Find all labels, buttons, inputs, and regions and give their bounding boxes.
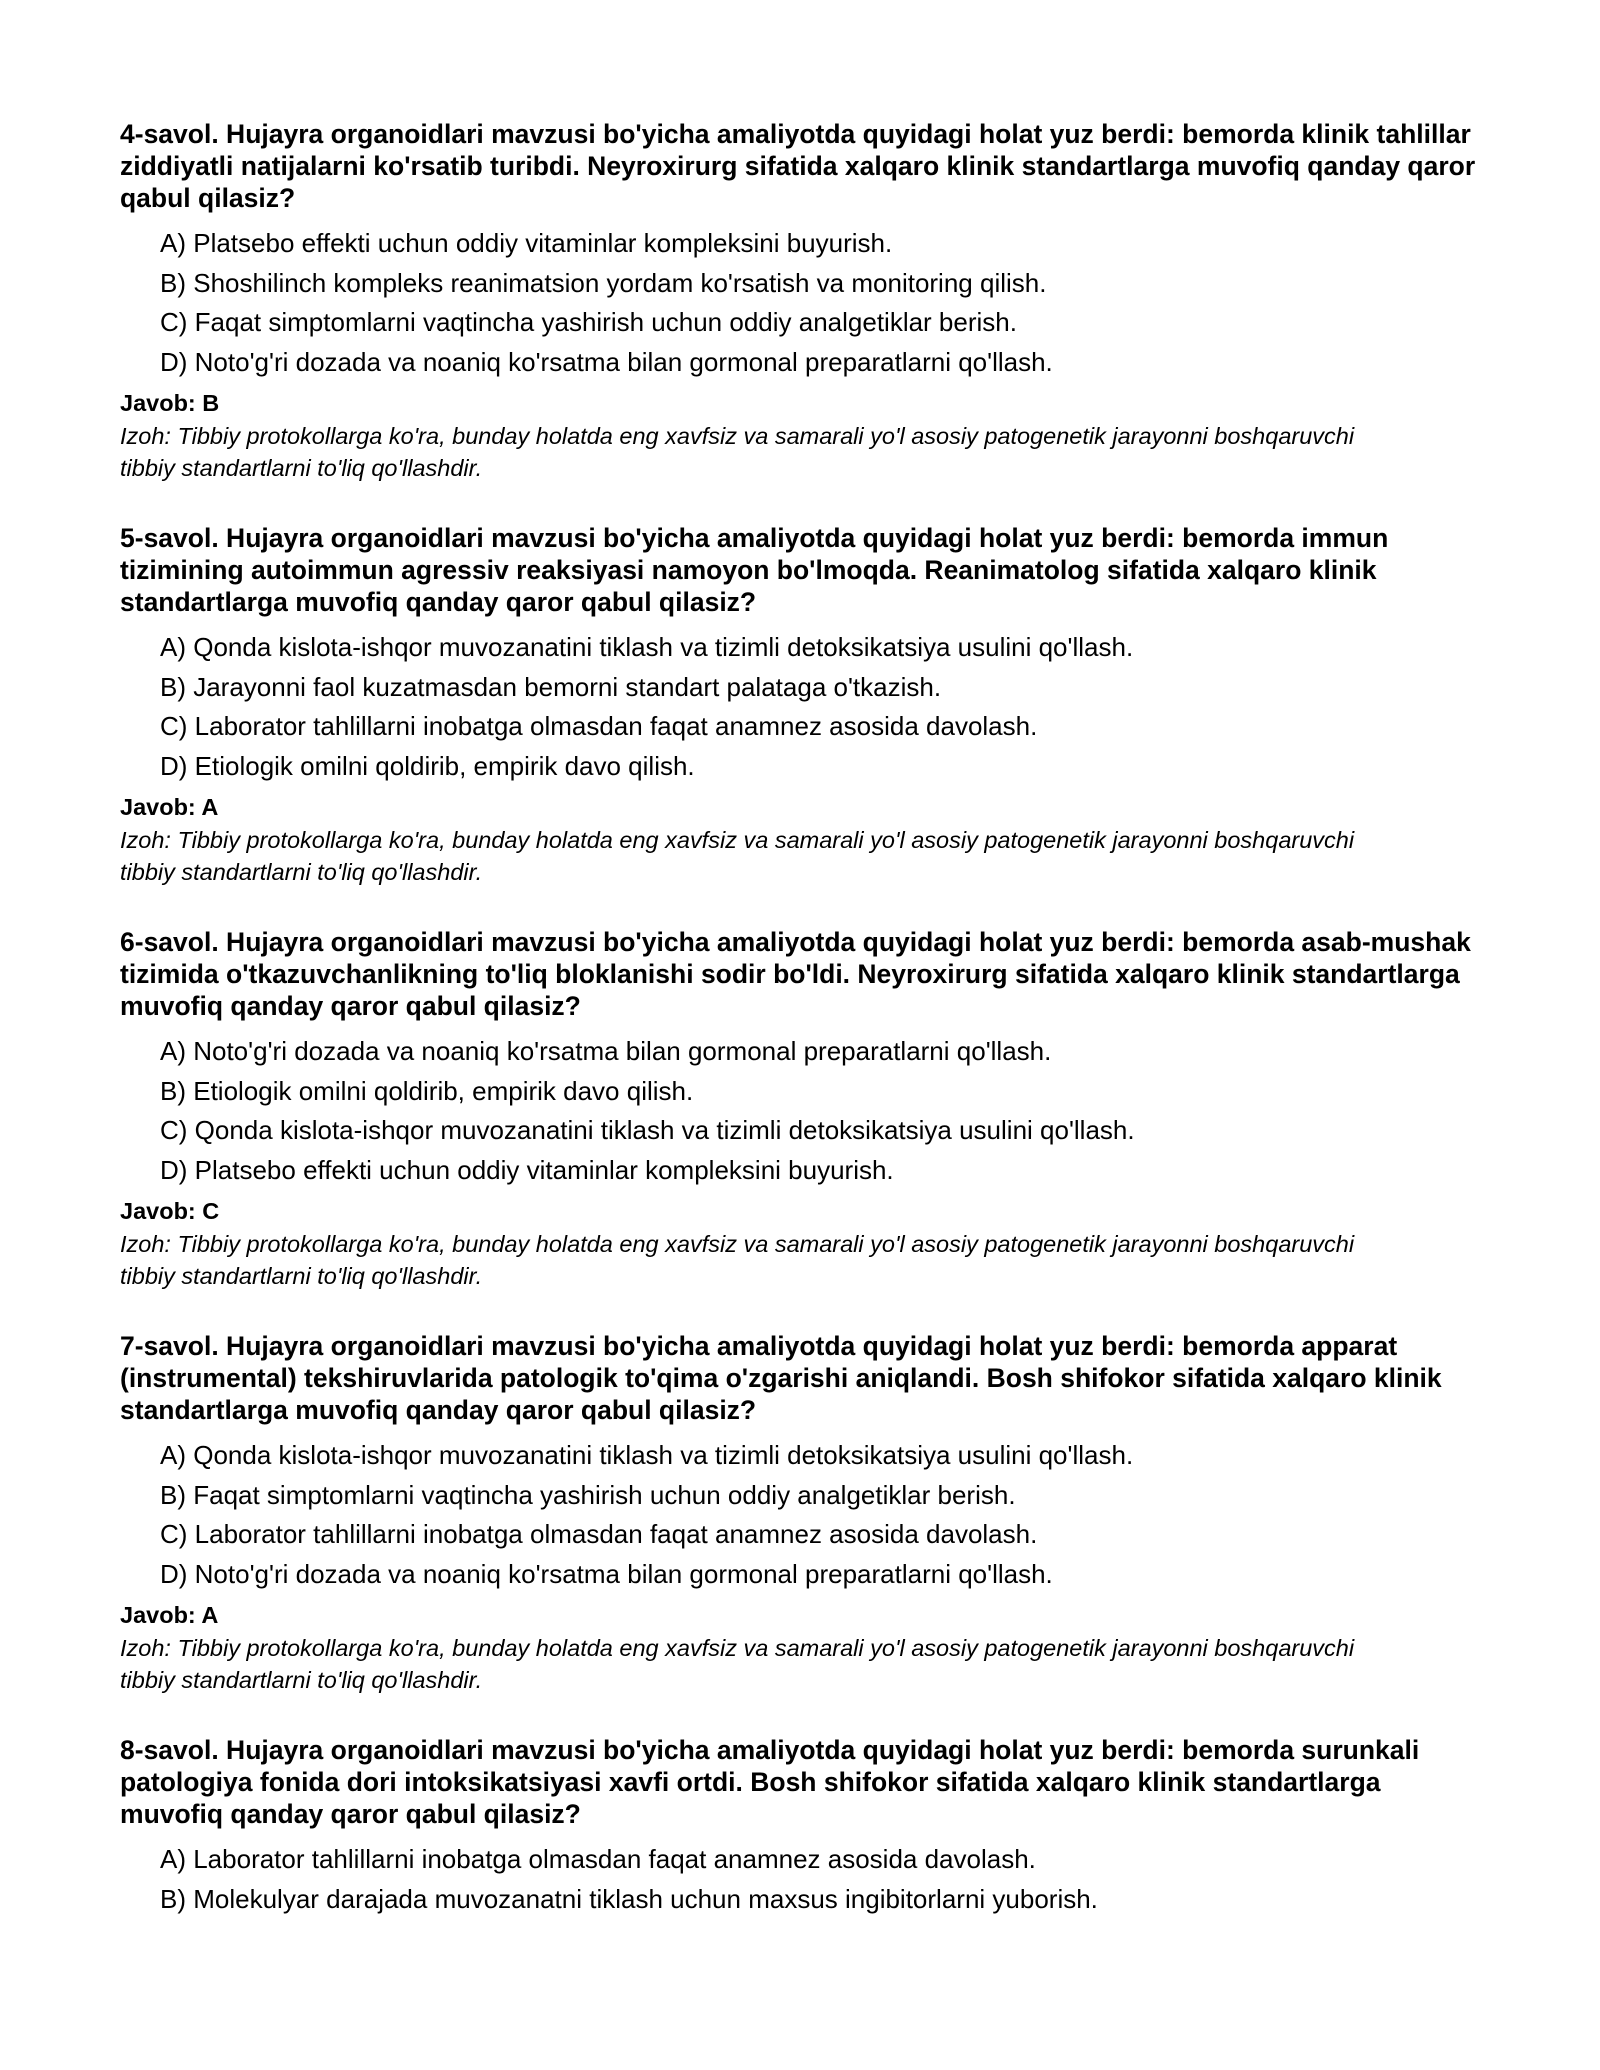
option-a: A) Laborator tahlillarni inobatga olmasdan faqat anamnez asosida davolash.: [160, 1844, 1036, 1874]
question-text: 8-savol. Hujayra organoidlari mavzusi bo'yicha amaliyotda quyidagi holat yuz berdi: bemorda surunkali patologiya fonida dori intoksikatsiyasi xavfi ortdi. Bosh shifokor sifatida xalqaro klinik standartlarga muvofiq qanday qaror qabul qilasiz?: [120, 1735, 1420, 1829]
option-b: B) Shoshilinch kompleks reanimatsion yordam ko'rsatish va monitoring qilish.: [160, 267, 1047, 298]
question-block-4: [120, 118, 1490, 484]
option-list: [120, 628, 1490, 786]
explanation-text: Izoh: Tibbiy protokollarga ko'ra, bunday holatda eng xavfsiz va samarali yo'l asosiy patogenetik jarayonni boshqaruvchi tibbiy standartlarni to'liq qo'llashdir.: [120, 1635, 1355, 1693]
option-a: A) Noto'g'ri dozada va noaniq ko'rsatma bilan gormonal preparatlarni qo'llash.: [160, 1036, 1052, 1066]
option-d: D) Noto'g'ri dozada va noaniq ko'rsatma bilan gormonal preparatlarni qo'llash.: [160, 346, 1053, 377]
option-c: C) Laborator tahlillarni inobatga olmasdan faqat anamnez asosida davolash.: [160, 711, 1038, 741]
explanation-text: Izoh: Tibbiy protokollarga ko'ra, bunday holatda eng xavfsiz va samarali yo'l asosiy patogenetik jarayonni boshqaruvchi tibbiy standartlarni to'liq qo'llashdir.: [120, 827, 1355, 885]
explanation-text: Izoh: Tibbiy protokollarga ko'ra, bunday holatda eng xavfsiz va samarali yo'l asosiy patogenetik jarayonni boshqaruvchi tibbiy standartlarni to'liq qo'llashdir.: [120, 423, 1355, 481]
option-list: [120, 224, 1490, 382]
option-c: C) Laborator tahlillarni inobatga olmasdan faqat anamnez asosida davolash.: [160, 1519, 1038, 1549]
question-block-5: [120, 522, 1490, 888]
question-text: 5-savol. Hujayra organoidlari mavzusi bo'yicha amaliyotda quyidagi holat yuz berdi: bemorda immun tizimining autoimmun agressiv reaksiyasi namoyon bo'lmoqda. Reanimatolog sifatida xalqaro klinik standartlarga muvofiq qanday qaror qabul qilasiz?: [120, 523, 1389, 617]
option-b: B) Etiologik omilni qoldirib, empirik davo qilish.: [160, 1075, 694, 1106]
option-list: [120, 1436, 1490, 1594]
option-a: A) Platsebo effekti uchun oddiy vitaminlar kompleksini buyurish.: [160, 228, 893, 258]
option-b: B) Jarayonni faol kuzatmasdan bemorni standart palataga o'tkazish.: [160, 671, 942, 702]
option-a: A) Qonda kislota-ishqor muvozanatini tiklash va tizimli detoksikatsiya usulini qo'llash.: [160, 632, 1134, 662]
option-c: C) Qonda kislota-ishqor muvozanatini tiklash va tizimli detoksikatsiya usulini qo'llash.: [160, 1115, 1135, 1145]
answer-label: Javob: A: [120, 1602, 219, 1628]
answer-label: Javob: C: [120, 1198, 220, 1224]
option-list: [120, 1840, 1490, 1919]
option-b: B) Faqat simptomlarni vaqtincha yashirish uchun oddiy analgetiklar berish.: [160, 1479, 1016, 1510]
option-a: A) Qonda kislota-ishqor muvozanatini tiklash va tizimli detoksikatsiya usulini qo'llash.: [160, 1440, 1134, 1470]
question-text: 7-savol. Hujayra organoidlari mavzusi bo'yicha amaliyotda quyidagi holat yuz berdi: bemorda apparat (instrumental) tekshiruvlarida patologik to'qima o'zgarishi aniqlandi. Bosh shifokor sifatida xalqaro klinik standartlarga muvofiq qanday qaror qabul qilasiz?: [120, 1331, 1442, 1425]
question-text: 4-savol. Hujayra organoidlari mavzusi bo'yicha amaliyotda quyidagi holat yuz berdi: bemorda klinik tahlillar ziddiyatli natijalarni ko'rsatib turibdi. Neyroxirurg sifatida xalqaro klinik standartlarga muvofiq qanday qaror qabul qilasiz?: [120, 119, 1476, 213]
question-block-6: [120, 926, 1490, 1292]
option-c: C) Faqat simptomlarni vaqtincha yashirish uchun oddiy analgetiklar berish.: [160, 307, 1017, 337]
option-b: B) Molekulyar darajada muvozanatni tiklash uchun maxsus ingibitorlarni yuborish.: [160, 1883, 1098, 1914]
question-block-8: [120, 1734, 1490, 1919]
answer-label: Javob: A: [120, 794, 219, 820]
question-text: 6-savol. Hujayra organoidlari mavzusi bo'yicha amaliyotda quyidagi holat yuz berdi: bemorda asab-mushak tizimida o'tkazuvchanlikning to'liq bloklanishi sodir bo'ldi. Neyroxirurg sifatida xalqaro klinik standartlarga muvofiq qanday qaror qabul qilasiz?: [120, 927, 1471, 1021]
option-list: [120, 1032, 1490, 1190]
explanation-text: Izoh: Tibbiy protokollarga ko'ra, bunday holatda eng xavfsiz va samarali yo'l asosiy patogenetik jarayonni boshqaruvchi tibbiy standartlarni to'liq qo'llashdir.: [120, 1231, 1355, 1289]
option-d: D) Etiologik omilni qoldirib, empirik davo qilish.: [160, 750, 695, 781]
option-d: D) Platsebo effekti uchun oddiy vitaminlar kompleksini buyurish.: [160, 1154, 894, 1185]
answer-label: Javob: B: [120, 390, 220, 416]
option-d: D) Noto'g'ri dozada va noaniq ko'rsatma bilan gormonal preparatlarni qo'llash.: [160, 1558, 1053, 1589]
question-block-7: [120, 1330, 1490, 1696]
